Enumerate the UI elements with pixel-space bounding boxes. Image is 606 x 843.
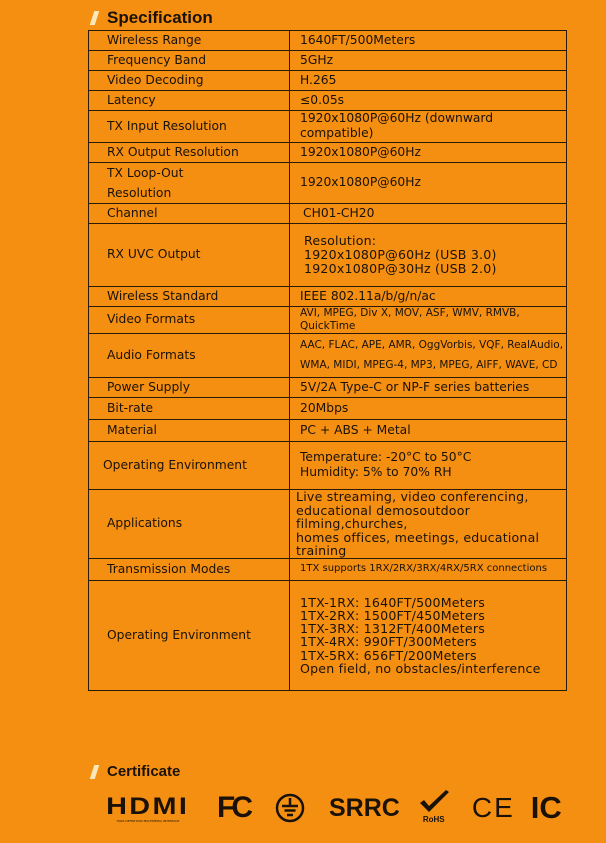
- spec-value: 1TX supports 1RX/2RX/3RX/4RX/5RX connections: [290, 558, 567, 580]
- spec-value: 1920x1080P@60Hz: [290, 142, 567, 162]
- spec-value: Temperature: -20°C to 50°C Humidity: 5% to 70% RH: [290, 441, 567, 489]
- spec-value: AAC, FLAC, APE, AMR, OggVorbis, VQF, RealAudio, WMA, MIDI, MPEG-4, MP3, MPEG, AIFF, WAVE, CD: [290, 333, 567, 377]
- table-row: [89, 333, 567, 377]
- slash-icon: [90, 11, 100, 25]
- spec-key: Material: [89, 419, 290, 441]
- table-row: [89, 162, 567, 203]
- table-row: [89, 71, 567, 91]
- spec-key: Power Supply: [89, 377, 290, 397]
- ic-logo: IC: [530, 790, 562, 825]
- spec-value: AVI, MPEG, Div X, MOV, ASF, WMV, RMVB, QuickTime: [290, 306, 567, 333]
- spec-key: TX Loop-Out Resolution: [89, 162, 290, 203]
- table-row: [89, 558, 567, 580]
- spec-key: RX UVC Output: [89, 223, 290, 286]
- table-row: [89, 223, 567, 286]
- spec-key: TX Input Resolution: [89, 111, 290, 143]
- srrc-logo: SRRC: [329, 793, 400, 822]
- table-row: [89, 111, 567, 143]
- table-row: [89, 203, 567, 223]
- ground-symbol-logo: [275, 793, 305, 823]
- hdmi-logo: HDMI HIGH-DEFINITION MULTIMEDIA INTERFACE: [106, 793, 190, 823]
- spec-key: Wireless Range: [89, 31, 290, 51]
- spec-value: IEEE 802.11a/b/g/n/ac: [290, 286, 567, 306]
- fcc-logo: FC: [217, 791, 249, 824]
- spec-value: PC + ABS + Metal: [290, 419, 567, 441]
- specification-table: [88, 30, 567, 691]
- spec-value: Live streaming, video conferencing, educational demosoutdoor filming,churches, homes offices, meetings, educational training: [290, 489, 567, 558]
- spec-value: 1640FT/500Meters: [290, 31, 567, 51]
- spec-value: 1920x1080P@60Hz: [290, 162, 567, 203]
- spec-key: Wireless Standard: [89, 286, 290, 306]
- certificate-logos: [107, 790, 562, 826]
- spec-key: Bit-rate: [89, 397, 290, 419]
- spec-value: 1TX-1RX: 1640FT/500Meters 1TX-2RX: 1500FT/450Meters 1TX-3RX: 1312FT/400Meters 1TX-4RX: 990FT/300Meters 1TX-5RX: 656FT/200Meters Open field, no obstacles/interference: [290, 580, 567, 690]
- table-row: [89, 91, 567, 111]
- spec-value: 5GHz: [290, 51, 567, 71]
- table-row: [89, 489, 567, 558]
- spec-key: Operating Environment: [89, 580, 290, 690]
- specification-heading: [92, 8, 213, 28]
- table-row: [89, 580, 567, 690]
- spec-key: Applications: [89, 489, 290, 558]
- spec-value: H.265: [290, 71, 567, 91]
- table-row: [89, 441, 567, 489]
- table-row: [89, 31, 567, 51]
- table-row: [89, 419, 567, 441]
- spec-value: CH01-CH20: [290, 203, 567, 223]
- certificate-heading: [92, 763, 180, 780]
- spec-key: Frequency Band: [89, 51, 290, 71]
- spec-key: Channel: [89, 203, 290, 223]
- spec-value: 20Mbps: [290, 397, 567, 419]
- spec-key: RX Output Resolution: [89, 142, 290, 162]
- spec-value: 1920x1080P@60Hz (downward compatible): [290, 111, 567, 143]
- spec-key: Video Decoding: [89, 71, 290, 91]
- spec-key: Audio Formats: [89, 333, 290, 377]
- spec-key: Transmission Modes: [89, 558, 290, 580]
- table-row: [89, 377, 567, 397]
- certificate-title: Certificate: [107, 763, 181, 780]
- spec-key: Operating Environment: [89, 441, 290, 489]
- table-row: [89, 397, 567, 419]
- specification-title: Specification: [107, 8, 213, 27]
- spec-value: ≤0.05s: [290, 91, 567, 111]
- ce-logo: CE: [471, 792, 515, 823]
- rohs-logo: RoHS: [418, 790, 452, 826]
- table-row: [89, 306, 567, 333]
- spec-key: Latency: [89, 91, 290, 111]
- table-row: [89, 286, 567, 306]
- spec-value: Resolution: 1920x1080P@60Hz (USB 3.0) 1920x1080P@30Hz (USB 2.0): [290, 223, 567, 286]
- spec-key: Video Formats: [89, 306, 290, 333]
- spec-value: 5V/2A Type-C or NP-F series batteries: [290, 377, 567, 397]
- table-row: [89, 142, 567, 162]
- table-row: [89, 51, 567, 71]
- slash-icon: [90, 765, 100, 779]
